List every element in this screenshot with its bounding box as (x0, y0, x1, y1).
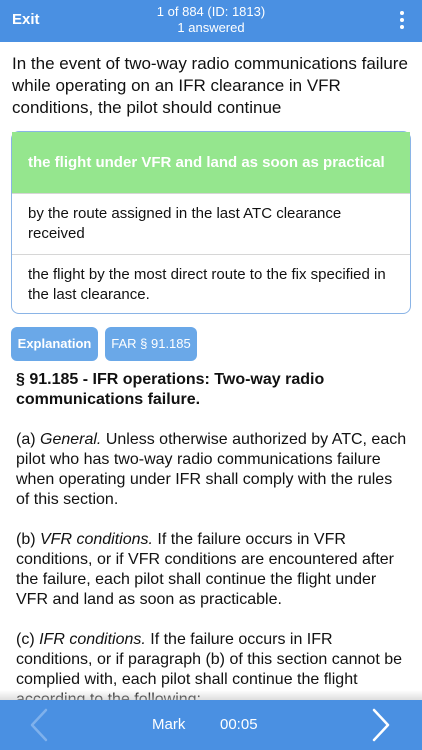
answer-option-label: by the route assigned in the last ATC clearance received (28, 205, 342, 242)
paragraph-body: If the failure occurs in VFR conditions, or if VFR conditions are encountered after the failure, each pilot shall continue the flight under VFR and land as soon as practicable. (16, 531, 394, 608)
answer-option[interactable] (12, 254, 410, 315)
explanation-paragraph-a (16, 430, 408, 510)
answer-option-label: the flight by the most direct route to the fix specified in the last clearance. (28, 266, 386, 303)
explanation-heading: § 91.185 - IFR operations: Two-way radio communications failure. (16, 371, 325, 408)
paragraph-body: Unless otherwise authorized by ATC, each pilot who has two-way radio communications failure when operating under IFR shall comply with the rules of this section. (16, 431, 407, 508)
question-position-label: 1 of 884 (ID: 1813) (156, 4, 266, 19)
paragraph-term: General. (40, 431, 102, 448)
paragraph-body: If the failure occurs in IFR conditions, or if paragraph (b) of this section cannot be complied with, each pilot shall continue the flight (16, 631, 402, 688)
explanation-panel (16, 370, 408, 690)
paragraph-term: VFR conditions. (40, 531, 153, 548)
more-options-icon[interactable] (398, 11, 406, 33)
elapsed-timer: 00:05 (220, 716, 258, 733)
question-counter (0, 4, 422, 36)
question-text: In the event of two-way radio communications failure while operating on an IFR clearance in VFR conditions, the pilot should continue (12, 54, 408, 117)
scroll-fade (0, 690, 422, 700)
paragraph-prefix: (a) (16, 431, 40, 448)
explanation-paragraph-b (16, 530, 408, 610)
answered-count-label: 1 answered (177, 20, 245, 35)
reference-tab-button[interactable]: FAR § 91.185 (105, 327, 197, 361)
explanation-tab-button[interactable]: Explanation (11, 327, 98, 361)
bottom-toolbar (0, 700, 422, 750)
mark-button[interactable]: Mark (152, 716, 186, 733)
answer-option[interactable] (12, 193, 410, 254)
previous-question-icon[interactable] (22, 706, 58, 744)
exit-button[interactable]: Exit (12, 11, 40, 28)
paragraph-term: IFR conditions. (39, 631, 146, 648)
answer-option-label: the flight under VFR and land as soon as practical (28, 153, 385, 171)
answer-option-correct[interactable] (12, 132, 410, 193)
answer-list (11, 131, 411, 314)
next-question-icon[interactable] (364, 706, 400, 744)
top-navigation-bar (0, 0, 422, 42)
paragraph-prefix: (c) (16, 631, 40, 648)
paragraph-prefix: (b) (16, 531, 40, 548)
